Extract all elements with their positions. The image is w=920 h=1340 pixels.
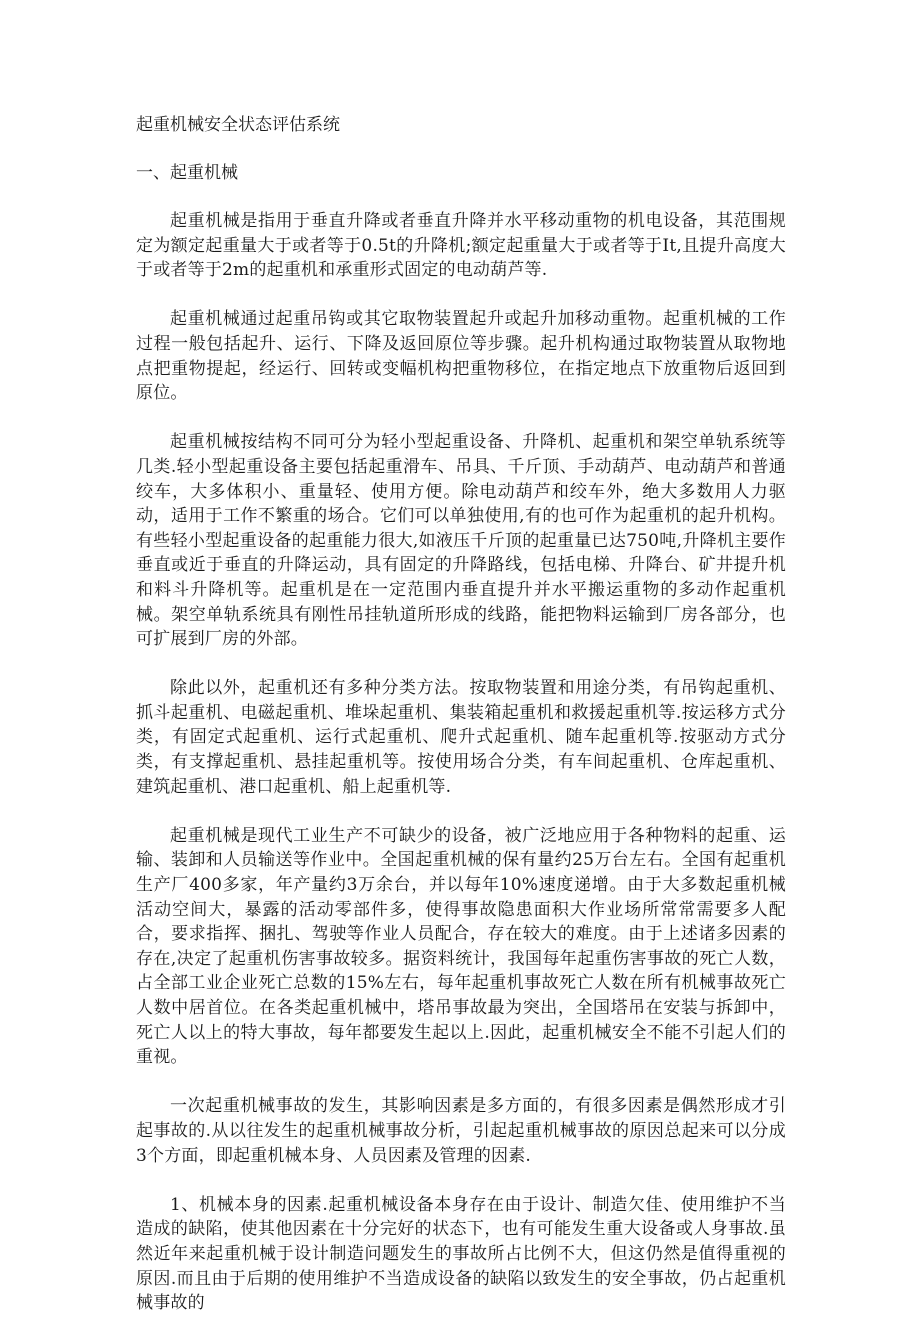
paragraph-accident-factors: 一次起重机械事故的发生，其影响因素是多方面的，有很多因素是偶然形成才引起事故的.从以往发生的起重机械事故分析，引起起重机械事故的原因总起来可以分成3个方面，即起重机械本身、人员因素及管理的因素. [136, 1096, 786, 1166]
paragraph-other-classifications: 除此以外，起重机还有多种分类方法。按取物装置和用途分类，有吊钩起重机、抓斗起重机、电磁起重机、堆垛起重机、集装箱起重机和救援起重机等.按运移方式分类，有固定式起重机、运行式起重机、爬升式起重机、随车起重机等.按驱动方式分类，有支撑起重机、悬挂起重机等。按使用场合分类，有车间起重机、仓库起重机、建筑起重机、港口起重机、船上起重机等. [136, 678, 786, 797]
section-heading: 一、起重机械 [136, 163, 238, 183]
paragraph-definition: 起重机械是指用于垂直升降或者垂直升降并水平移动重物的机电设备，其范围规定为额定起重量大于或者等于0.5t的升降机;额定起重量大于或者等于It,且提升高度大于或者等于2m的起重机和承重形式固定的电动葫芦等. [136, 211, 786, 281]
paragraph-classification-structure: 起重机械按结构不同可分为轻小型起重设备、升降机、起重机和架空单轨系统等几类.轻小型起重设备主要包括起重滑车、吊具、千斤顶、手动葫芦、电动葫芦和普通绞车，大多体积小、重量轻、使用方便。除电动葫芦和绞车外，绝大多数用人力驱动，适用于工作不繁重的场合。它们可以单独使用,有的也可作为起重机的起升机构。有些轻小型起重设备的起重能力很大,如液压千斤顶的起重量已达750吨,升降机主要作垂直或近于垂直的升降运动，具有固定的升降路线，包括电梯、升降台、矿井提升机和料斗升降机等。起重机是在一定范围内垂直提升并水平搬运重物的多动作起重机械。架空单轨系统具有刚性吊挂轨道所形成的线路，能把物料运输到厂房各部分，也可扩展到厂房的外部。 [136, 432, 786, 650]
paragraph-working-process: 起重机械通过起重吊钩或其它取物装置起升或起升加移动重物。起重机械的工作过程一般包括起升、运行、下降及返回原位等步骤。起升机构通过取物装置从取物地点把重物提起，经运行、回转或变幅机构把重物移位，在指定地点下放重物后返回到原位。 [136, 309, 786, 404]
paragraph-industry-statistics: 起重机械是现代工业生产不可缺少的设备，被广泛地应用于各种物料的起重、运输、装卸和人员输送等作业中。全国起重机械的保有量约25万台左右。全国有起重机生产厂400多家，年产量约3万余台，并以每年10%速度递增。由于大多数起重机械活动空间大，暴露的活动零部件多，使得事故隐患面积大作业场所常常需要多人配合，要求指挥、捆扎、驾驶等作业人员配合，存在较大的难度。由于上述诸多因素的存在,决定了起重机伤害事故较多。据资料统计，我国每年起重伤害事故的死亡人数，占全部工业企业死亡总数的15%左右，每年起重机事故死亡人数在所有机械事故死亡人数中居首位。在各类起重机械中，塔吊事故最为突出，全国塔吊在安装与拆卸中，死亡人以上的特大事故，每年都要发生起以上.因此，起重机械安全不能不引起人们的重视。 [136, 825, 786, 1068]
document-title: 起重机械安全状态评估系统 [136, 115, 340, 135]
document-page [136, 113, 786, 1340]
paragraph-machine-factors: 1、机械本身的因素.起重机械设备本身存在由于设计、制造欠佳、使用维护不当造成的缺陷，使其他因素在十分完好的状态下，也有可能发生重大设备或人身事故.虽然近年来起重机械于设计制造问题发生的事故所占比例不大，但这仍然是值得重视的原因.而且由于后期的使用维护不当造成设备的缺陷以致发生的安全事故，仍占起重机械事故的 [136, 1194, 786, 1314]
